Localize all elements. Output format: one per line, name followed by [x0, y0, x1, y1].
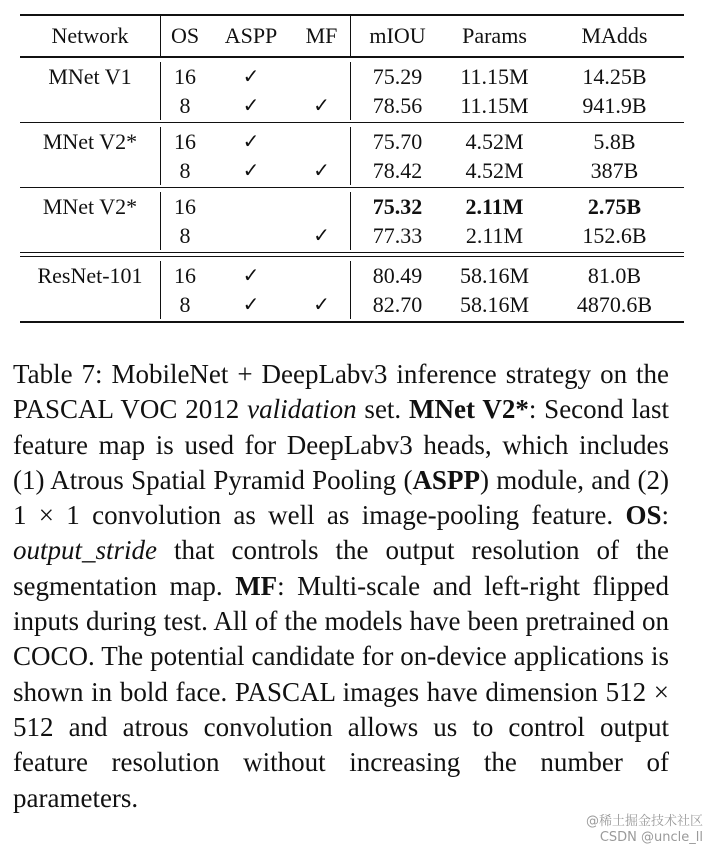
table-row	[20, 127, 684, 156]
header-network: Network	[20, 16, 161, 56]
caption-text: ) module, and (2) 1 × 1 convolution as well as image-pooling feature.	[13, 464, 669, 531]
table-row	[20, 91, 684, 120]
table-group-resnet-101	[20, 257, 684, 321]
table-row	[20, 290, 684, 319]
cell-os: 8	[179, 158, 191, 183]
cell-aspp	[209, 221, 293, 250]
cell-network	[20, 156, 161, 185]
caption-text: :	[661, 500, 669, 531]
cell-miou: 82.70	[372, 292, 423, 317]
caption-text: : Multi-scale and left-right flipped inputs during test. All of the models have been pretrained on COCO. The potential candidate for on-device applications is shown in bold face. PASCAL images have dimension 512 × 512 and atrous convolution allows us to control output feature resolution without increasing the number of parameters.	[13, 570, 670, 813]
cell-mf	[293, 127, 351, 156]
watermark-line-2: CSDN @uncle_ll	[599, 830, 703, 845]
cell-os: 16	[174, 263, 196, 288]
cell-miou: 75.32	[372, 194, 423, 219]
table-caption	[13, 357, 669, 816]
cell-params: 11.15M	[460, 93, 529, 118]
cell-mf: ✓	[293, 156, 351, 185]
caption-text: that controls the output resolution of the segmentation map.	[13, 535, 669, 601]
table-header-row	[20, 16, 684, 56]
cell-madds: 81.0B	[587, 263, 642, 288]
table-group-mnet-v2-a	[20, 123, 684, 187]
cell-network	[20, 91, 161, 120]
cell-mf	[293, 261, 351, 290]
cell-network: MNet V1	[20, 62, 161, 91]
cell-madds: 5.8B	[593, 129, 636, 154]
cell-mf	[293, 192, 351, 221]
cell-os: 16	[174, 129, 196, 154]
cell-os: 8	[179, 93, 191, 118]
watermark	[586, 814, 703, 846]
cell-os: 16	[174, 194, 196, 219]
caption-output-stride: output_stride	[13, 535, 158, 566]
table-row	[20, 192, 684, 221]
cell-miou: 78.42	[372, 158, 423, 183]
cell-miou: 75.70	[372, 129, 423, 154]
cell-aspp	[209, 192, 293, 221]
caption-mnet-v2: MNet V2*	[409, 394, 529, 425]
cell-madds: 152.6B	[582, 223, 647, 248]
cell-os: 8	[179, 292, 191, 317]
cell-aspp: ✓	[242, 292, 260, 316]
cell-params: 58.16M	[459, 263, 530, 288]
header-os: OS	[170, 23, 200, 48]
cell-miou: 78.56	[372, 93, 423, 118]
cell-params: 4.52M	[465, 129, 524, 154]
caption-text: set.	[356, 394, 410, 425]
cell-madds: 941.9B	[582, 93, 647, 118]
cell-params: 11.15M	[460, 64, 529, 89]
header-mf: MF	[293, 16, 351, 56]
caption-os: OS	[625, 500, 662, 531]
cell-aspp: ✓	[242, 158, 260, 182]
cell-madds: 387B	[590, 158, 639, 183]
cell-os: 16	[174, 64, 196, 89]
cell-miou: 77.33	[372, 223, 423, 248]
watermark-line-1: @稀土掘金技术社区	[585, 814, 703, 829]
results-table	[20, 14, 684, 323]
cell-network: MNet V2*	[20, 127, 161, 156]
cell-madds: 14.25B	[582, 64, 647, 89]
table-bottom-rule	[20, 321, 684, 323]
cell-aspp: ✓	[242, 129, 260, 153]
table-row	[20, 62, 684, 91]
cell-network: MNet V2*	[20, 192, 161, 221]
cell-mf: ✓	[293, 91, 351, 120]
header-miou: mIOU	[369, 23, 426, 48]
table-row	[20, 221, 684, 250]
cell-mf: ✓	[293, 290, 351, 319]
cell-network	[20, 290, 161, 319]
cell-aspp: ✓	[242, 93, 260, 117]
table-group-mnet-v1	[20, 58, 684, 122]
cell-params: 2.11M	[465, 223, 524, 248]
cell-os: 8	[179, 223, 191, 248]
cell-madds: 4870.6B	[576, 292, 653, 317]
caption-aspp: ASPP	[412, 464, 480, 495]
cell-madds: 2.75B	[587, 194, 642, 219]
caption-mf: MF	[235, 570, 278, 601]
caption-validation: validation	[247, 394, 357, 425]
cell-params: 2.11M	[465, 194, 524, 219]
cell-miou: 80.49	[372, 263, 423, 288]
caption-text: MobileNet + DeepLabv3 inference strategy on the PASCAL VOC 2012	[13, 359, 670, 425]
header-madds: MAdds	[581, 23, 648, 48]
cell-aspp: ✓	[242, 263, 260, 287]
cell-mf	[293, 62, 351, 91]
table-row	[20, 261, 684, 290]
cell-miou: 75.29	[372, 64, 423, 89]
cell-mf: ✓	[293, 221, 351, 250]
caption-text: : Second last feature map is used for DeepLabv3 heads, which includes (1) Atrous Spatial Pyramid Pooling (	[13, 394, 670, 495]
cell-network	[20, 221, 161, 250]
cell-params: 4.52M	[465, 158, 524, 183]
header-params: Params	[462, 23, 527, 48]
cell-network: ResNet-101	[20, 261, 161, 290]
caption-label: Table 7:	[13, 359, 103, 389]
table-group-mnet-v2-b	[20, 188, 684, 252]
header-aspp: ASPP	[224, 23, 278, 48]
cell-aspp: ✓	[242, 64, 260, 88]
table-row	[20, 156, 684, 185]
cell-params: 58.16M	[459, 292, 530, 317]
